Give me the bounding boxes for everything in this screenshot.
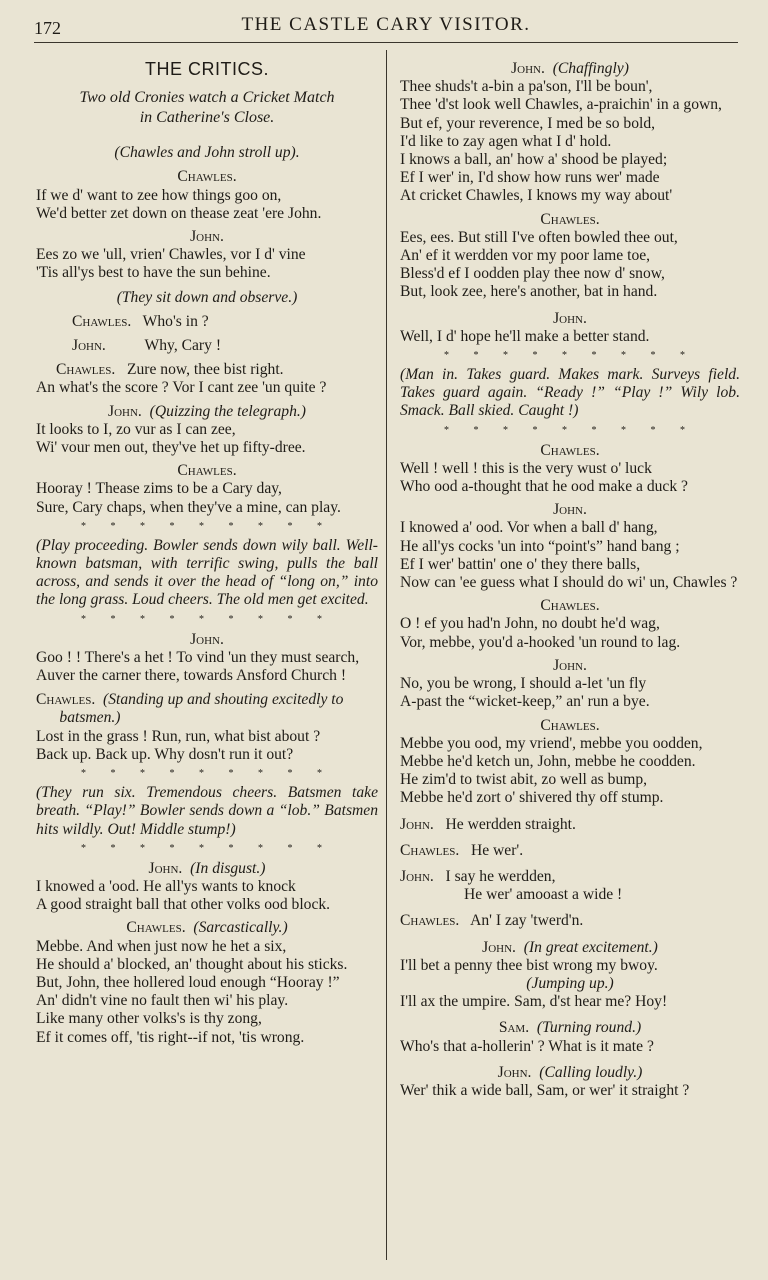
verse-line: But ef, your reverence, I med be so bold, — [400, 114, 656, 132]
verse-line: Thee shuds't a-bin a pa'son, I'll be boun', — [400, 78, 653, 96]
speaker-name: Chawles. — [36, 691, 96, 709]
verse-line: I'll ax the umpire. Sam, d'st hear me? Hoy! — [400, 993, 668, 1011]
verse-line: But, look zee, here's another, bat in hand. — [400, 283, 658, 301]
stage-direction: (Chaffingly) — [552, 60, 629, 77]
verse-line: Mebbe he'd ketch un, John, mebbe he coodden. — [400, 752, 696, 770]
stage-direction-block: (Play proceeding. Bowler sends down wily ball. Well-known batsman, with terrific swing, pulls the ball across, and sends it over the head of “long on,” into the long grass. Loud cheers. The old men get excited. — [36, 536, 378, 609]
verse-line: I knowed a 'ood. He all'ys wants to knock — [36, 877, 296, 895]
stage-direction: (Calling loudly.) — [539, 1063, 643, 1081]
verse-line: Goo ! ! There's a het ! To vind 'un they must search, — [36, 648, 360, 666]
stage-direction: (Sarcastically.) — [193, 919, 288, 937]
speaker-label: John. — [553, 309, 587, 327]
verse-line: Lost in the grass ! Run, run, what bist about ? — [36, 727, 321, 745]
dialogue-line — [400, 868, 740, 886]
line-text: He wer'. — [470, 841, 524, 859]
star-separator: * * * * * * * * * — [444, 424, 696, 436]
verse-line: If we d' want to zee how things goo on, — [36, 186, 282, 204]
dialogue-line — [400, 842, 740, 860]
speaker-name: John. — [511, 60, 545, 77]
stage-direction: (They sit down and observe.) — [116, 288, 298, 306]
verse-line: At cricket Chawles, I knows my way about' — [400, 187, 673, 205]
stage-direction: (Chawles and John stroll up). — [114, 144, 300, 162]
speaker-label: Chawles. — [177, 462, 237, 480]
speaker-label: John. — [190, 630, 224, 648]
stage-direction-block: (Man in. Takes guard. Makes mark. Surveys field. Takes guard again. “Ready !” “Play !” Wily lob. Smack. Ball skied. Caught !) — [400, 366, 740, 420]
page-number: 172 — [34, 18, 61, 38]
speaker-label — [400, 1064, 740, 1082]
verse-line: Mebbe. And when just now he het a six, — [36, 937, 287, 955]
speaker-label — [400, 1019, 740, 1037]
speaker-label: John. — [553, 501, 587, 519]
line-text: I say he werdden, — [445, 867, 556, 885]
stage-direction: (In great excitement.) — [523, 938, 658, 956]
verse-line: I'll bet a penny thee bist wrong my bwoy. — [400, 956, 658, 974]
speaker-label — [400, 60, 740, 78]
speaker-name: Chawles. — [400, 912, 460, 930]
dialogue-line — [36, 691, 378, 727]
verse-line: Who's that a-hollerin' ? What is it mate ? — [400, 1037, 654, 1055]
verse-line: But, John, thee hollered loud enough “Hooray !” — [36, 973, 340, 991]
speaker-label: John. — [190, 228, 224, 246]
speaker-name: John. — [482, 938, 516, 956]
star-separator: * * * * * * * * * — [81, 613, 333, 625]
line-text: Who's in ? — [142, 312, 209, 330]
verse-line: An' ef it werdden vor my poor lame toe, — [400, 247, 651, 265]
stage-direction: (Quizzing the telegraph.) — [149, 402, 306, 420]
verse-line: O ! ef you had'n John, no doubt he'd wag, — [400, 615, 660, 633]
star-separator: * * * * * * * * * — [81, 842, 333, 854]
verse-line: Wi' vour men out, they've het up fifty-dree. — [36, 439, 306, 457]
verse-line: An what's the score ? Vor I cant zee 'un quite ? — [36, 379, 327, 397]
dialogue-line — [36, 337, 378, 355]
stage-direction: (Jumping up.) — [526, 974, 614, 992]
line-text: Why, Cary ! — [144, 337, 222, 355]
speaker-label: Chawles. — [540, 716, 600, 734]
verse-line: 'Tis all'ys best to have the sun behine. — [36, 264, 271, 282]
verse-line: He wer' amooast a wide ! — [464, 886, 623, 904]
speaker-label — [36, 919, 378, 937]
star-separator: * * * * * * * * * — [81, 768, 333, 780]
verse-line: Now can 'ee guess what I should do wi' un, Chawles ? — [400, 574, 738, 592]
speaker-label — [36, 860, 378, 878]
verse-line: Mebbe you ood, my vriend', mebbe you oodden, — [400, 734, 703, 752]
speaker-name: John. — [400, 815, 434, 833]
dialogue-line — [400, 912, 740, 930]
speaker-label: John. — [553, 656, 587, 674]
verse-line: Sure, Cary chaps, when they've a mine, can play. — [36, 498, 341, 516]
verse-line: We'd better zet down on thease zeat 'ere John. — [36, 204, 322, 222]
stage-direction: (In disgust.) — [190, 859, 266, 877]
verse-line: Well, I d' hope he'll make a better stand. — [400, 327, 650, 345]
verse-line: Back up. Back up. Why dosn't run it out? — [36, 745, 294, 763]
verse-line: Ees, ees. But still I've often bowled thee out, — [400, 228, 678, 246]
dialogue-line — [36, 361, 378, 379]
column-divider — [386, 50, 387, 1260]
verse-line: Auver the carner there, towards Ansford Church ! — [36, 667, 347, 685]
dialogue-line — [400, 816, 740, 834]
stage-direction: (Turning round.) — [536, 1019, 642, 1037]
verse-line: Vor, mebbe, you'd a-hooked 'un round to lag. — [400, 633, 681, 651]
star-separator: * * * * * * * * * — [81, 520, 333, 532]
speaker-name: Sam. — [498, 1019, 530, 1037]
verse-line: I knowed a' ood. Vor when a ball d' hang, — [400, 519, 658, 537]
verse-line: Mebbe he'd zort o' shivered thy off stump. — [400, 789, 664, 807]
page-header — [34, 6, 738, 36]
verse-line: Thee 'd'st look well Chawles, a-praichin' in a gown, — [400, 96, 722, 114]
right-column — [400, 54, 740, 1100]
speaker-name: Chawles. — [72, 312, 132, 330]
verse-line: No, you be wrong, I should a-let 'un fly — [400, 675, 647, 693]
line-text: He werdden straight. — [445, 815, 576, 833]
line-text: Zure now, thee bist right. — [126, 361, 284, 379]
speaker-name: John. — [400, 867, 434, 885]
subtitle-line: Two old Cronies watch a Cricket Match — [79, 89, 335, 107]
verse-line: Bless'd ef I oodden play thee now d' snow, — [400, 265, 665, 283]
verse-line: A good straight ball that other volks ood block. — [36, 896, 331, 914]
speaker-name: John. — [148, 859, 183, 877]
verse-line: Well ! well ! this is the very wust o' luck — [400, 459, 652, 477]
verse-line: He all'ys cocks 'un into “point's” hand bang ; — [400, 537, 680, 555]
verse-line: An' didn't vine no fault then wi' his play. — [36, 992, 289, 1010]
verse-line: I knows a ball, an' how a' shood be played; — [400, 151, 668, 169]
verse-line: A-past the “wicket-keep,” an' run a bye. — [400, 693, 650, 711]
speaker-label — [36, 403, 378, 421]
verse-line: Wer' thik a wide ball, Sam, or wer' it straight ? — [400, 1081, 690, 1099]
speaker-name: John. — [72, 337, 106, 355]
verse-line: Who ood a-thought that he ood make a duck ? — [400, 478, 688, 496]
verse-line: Ef it comes off, 'tis right--if not, 'tis wrong. — [36, 1028, 305, 1046]
line-text: An' I zay 'twerd'n. — [470, 912, 584, 930]
stage-direction-block: (They run six. Tremendous cheers. Batsmen take breath. “Play!” Bowler sends down a “lob.” Batsmen hits wildly. Out! Middle stump!) — [36, 784, 378, 838]
verse-line: He should a' blocked, an' thought about his sticks. — [36, 955, 348, 973]
verse-line: Ef I wer' battin' one o' they there balls, — [400, 555, 641, 573]
poem-subtitle — [36, 88, 378, 128]
subtitle-line: in Catherine's Close. — [139, 109, 275, 127]
verse-line: Ef I wer' in, I'd show how runs wer' made — [400, 169, 660, 187]
speaker-label: Chawles. — [540, 441, 600, 459]
verse-line: Ees zo we 'ull, vrien' Chawles, vor I d' vine — [36, 246, 306, 264]
running-title: THE CASTLE CARY VISITOR. — [241, 14, 531, 35]
verse-line: I'd like to zay agen what I d' hold. — [400, 132, 612, 150]
verse-line: Hooray ! Thease zims to be a Cary day, — [36, 480, 282, 498]
poem-title: THE CRITICS. — [144, 59, 269, 79]
left-column — [36, 54, 378, 1047]
verse-line: He zim'd to twist abit, zo well as bump, — [400, 771, 648, 789]
speaker-label — [400, 939, 740, 957]
dialogue-line — [36, 313, 378, 331]
speaker-label: Chawles. — [177, 168, 237, 186]
verse-line: Like many other volks's is thy zong, — [36, 1010, 262, 1028]
stage-direction: (Standing up and shouting excitedly to batsmen.) — [59, 691, 344, 727]
speaker-name: John. — [497, 1063, 532, 1081]
speaker-label: Chawles. — [540, 210, 600, 228]
speaker-label: Chawles. — [540, 597, 600, 615]
header-rule — [34, 42, 738, 43]
verse-line: It looks to I, zo vur as I can zee, — [36, 420, 236, 438]
star-separator: * * * * * * * * * — [444, 350, 696, 362]
speaker-name: Chawles. — [56, 361, 116, 379]
speaker-name: John. — [108, 402, 142, 420]
speaker-name: Chawles. — [126, 919, 186, 937]
speaker-name: Chawles. — [400, 841, 460, 859]
